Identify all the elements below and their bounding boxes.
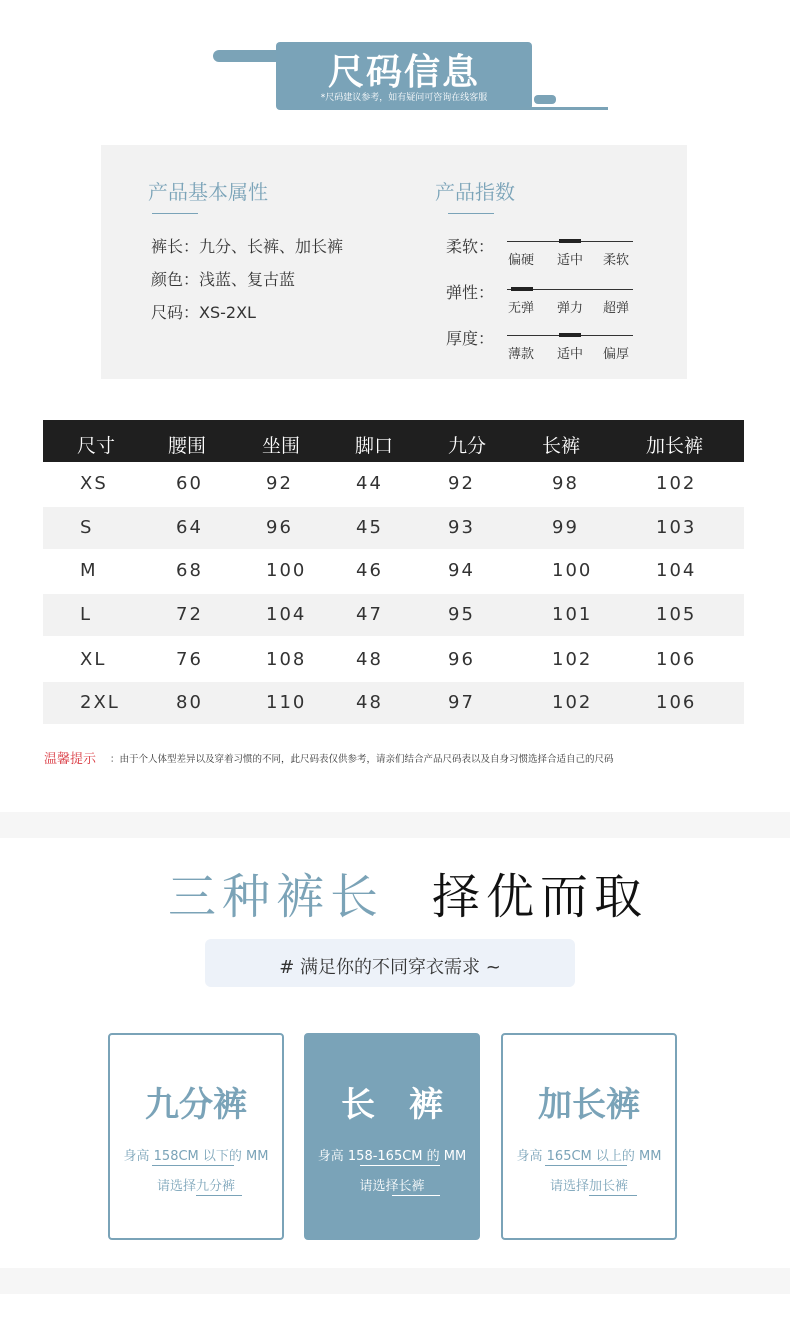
index-option: 弹力 [557, 301, 584, 316]
card-underline [152, 1165, 234, 1166]
length-card-extra-long [501, 1033, 677, 1240]
index-option: 无弹 [508, 301, 535, 316]
card-underline [545, 1165, 627, 1166]
table-cell: 92 [448, 473, 475, 494]
table-cell: 108 [266, 649, 307, 670]
table-cell: 45 [356, 517, 383, 538]
size-table-header [43, 420, 744, 462]
table-size-cell: 2XL [80, 692, 120, 713]
card-select-line: 请选择九分裤 [156, 1179, 235, 1194]
banner-decor-tick [534, 95, 556, 104]
table-size-cell: S [80, 517, 94, 538]
tip-text: ：由于个人体型差异以及穿着习惯的不同，此尺码表仅供参考，请亲们结合产品尺码表以及自身习惯选择合适自己的尺码 [110, 754, 614, 765]
attribute-line-length: 裤长：九分、长裤、加长裤 [151, 237, 344, 256]
index-option: 适中 [557, 253, 584, 268]
card-height-line: 身高 158-165CM 的 MM [317, 1149, 467, 1164]
index-label-thickness: 厚度： [446, 329, 495, 348]
index-option: 薄款 [508, 347, 535, 362]
table-row-shade [43, 682, 744, 724]
table-cell: 100 [266, 560, 307, 581]
card-title: 加长裤 [538, 1085, 640, 1125]
index-option: 偏厚 [603, 347, 630, 362]
table-cell: 104 [656, 560, 697, 581]
table-cell: 106 [656, 692, 697, 713]
card-underline [196, 1195, 242, 1196]
table-header-cell: 坐围 [262, 435, 301, 457]
card-height-line: 身高 165CM 以上的 MM [516, 1149, 662, 1164]
table-size-cell: XL [80, 649, 107, 670]
card-underline [360, 1165, 440, 1166]
table-cell: 76 [176, 649, 203, 670]
table-cell: 92 [266, 473, 293, 494]
tagline-text: # 满足你的不同穿衣需求 ~ [279, 957, 501, 978]
table-cell: 94 [448, 560, 475, 581]
banner-subtitle: *尺码建议参考，如有疑问可咨询在线客服 [320, 93, 488, 103]
lengths-title-right: 择优而取 [432, 869, 649, 925]
card-select-line: 请选择加长裤 [549, 1179, 628, 1194]
table-header-cell: 加长裤 [646, 435, 704, 457]
table-cell: 99 [552, 517, 579, 538]
length-card-long [304, 1033, 480, 1240]
table-size-cell: L [80, 604, 93, 625]
card-title: 九分裤 [145, 1085, 247, 1125]
table-cell: 80 [176, 692, 203, 713]
attributes-heading: 产品基本属性 [148, 180, 268, 204]
table-cell: 102 [552, 692, 593, 713]
table-row-shade [43, 594, 744, 636]
index-marker-thickness [559, 333, 581, 337]
table-cell: 46 [356, 560, 383, 581]
index-marker-elasticity [511, 287, 533, 291]
section-divider-band [0, 812, 790, 838]
table-row-shade [43, 507, 744, 549]
index-option: 柔软 [603, 253, 630, 268]
table-cell: 96 [266, 517, 293, 538]
banner-decor-line [213, 50, 283, 62]
card-underline [589, 1195, 637, 1196]
card-select-line: 请选择长裤 [359, 1179, 425, 1194]
table-size-cell: M [80, 560, 98, 581]
attribute-line-size: 尺码：XS-2XL [151, 303, 256, 322]
length-card-nine-tenths [108, 1033, 284, 1240]
attribute-line-color: 颜色：浅蓝、复古蓝 [151, 270, 296, 289]
table-cell: 96 [448, 649, 475, 670]
table-size-cell: XS [80, 473, 108, 494]
table-header-cell: 长裤 [542, 435, 581, 457]
index-label-softness: 柔软： [446, 237, 495, 256]
table-cell: 103 [656, 517, 697, 538]
table-cell: 48 [356, 692, 383, 713]
index-option: 超弹 [603, 301, 630, 316]
table-cell: 60 [176, 473, 203, 494]
index-label-elasticity: 弹性： [446, 283, 495, 302]
table-cell: 101 [552, 604, 593, 625]
table-header-cell: 腰围 [168, 435, 207, 457]
table-cell: 102 [552, 649, 593, 670]
table-cell: 97 [448, 692, 475, 713]
tip-label: 温馨提示 [44, 752, 97, 767]
banner-title: 尺码信息 [327, 52, 480, 93]
indices-heading-rule [448, 213, 494, 214]
table-header-cell: 脚口 [355, 435, 394, 457]
table-cell: 47 [356, 604, 383, 625]
lengths-title-left: 三种裤长 [168, 869, 385, 925]
banner-decor-underline [520, 107, 608, 110]
table-cell: 105 [656, 604, 697, 625]
section-divider-band [0, 1268, 790, 1294]
table-cell: 100 [552, 560, 593, 581]
table-cell: 68 [176, 560, 203, 581]
table-cell: 95 [448, 604, 475, 625]
index-option: 偏硬 [508, 253, 535, 268]
table-cell: 98 [552, 473, 579, 494]
table-cell: 93 [448, 517, 475, 538]
table-cell: 72 [176, 604, 203, 625]
card-underline [392, 1195, 440, 1196]
index-marker-softness [559, 239, 581, 243]
table-cell: 44 [356, 473, 383, 494]
table-header-cell: 尺寸 [77, 435, 116, 457]
indices-heading: 产品指数 [435, 180, 515, 204]
card-title: 长 裤 [341, 1085, 443, 1125]
table-cell: 106 [656, 649, 697, 670]
attributes-heading-rule [152, 213, 198, 214]
table-cell: 110 [266, 692, 307, 713]
table-cell: 64 [176, 517, 203, 538]
table-cell: 48 [356, 649, 383, 670]
card-height-line: 身高 158CM 以下的 MM [123, 1149, 269, 1164]
index-option: 适中 [557, 347, 584, 362]
table-cell: 102 [656, 473, 697, 494]
table-cell: 104 [266, 604, 307, 625]
table-header-cell: 九分 [448, 435, 487, 457]
